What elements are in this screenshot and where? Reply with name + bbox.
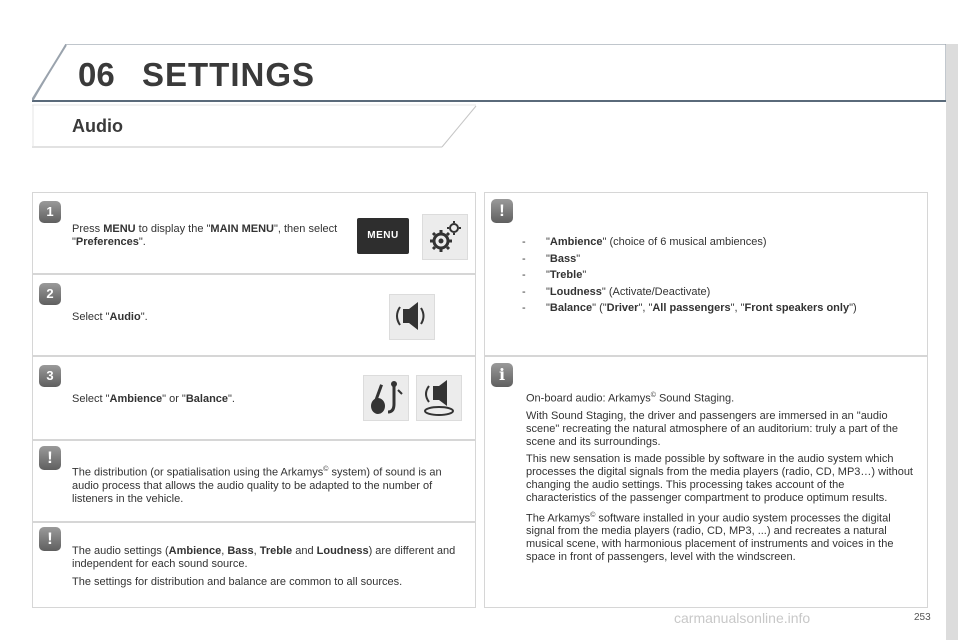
warning-icon: ! <box>491 199 513 223</box>
step-2-badge: 2 <box>39 283 61 305</box>
option-bass: - "Bass" <box>522 252 581 265</box>
note-settings-para-1: The audio settings (Ambience, Bass, Treble and Loudness) are different and independent for each sound source. <box>72 545 456 570</box>
watermark: carmanualsonline.info <box>674 610 811 626</box>
page-number: 253 <box>914 612 931 623</box>
options-list <box>522 234 857 317</box>
page-edge-bar <box>946 44 958 640</box>
audio-tile[interactable] <box>389 294 435 340</box>
warning-icon: ! <box>39 527 61 551</box>
instruments-icon <box>364 376 408 420</box>
gears-icon <box>423 215 467 259</box>
preferences-tile[interactable] <box>422 214 468 260</box>
note-distribution-text: The distribution (or spatialisation using the Arkamys© system) of sound is an audio process that allows the audio quality to be adapted to the number of listeners in the vehicle. <box>72 466 442 505</box>
note-settings-para-2: The settings for distribution and balance are common to all sources. <box>72 576 403 588</box>
info-icon: i <box>491 363 513 387</box>
info-para-2: With Sound Staging, the driver and passengers are immersed in an "audio scene" recreating the natural atmosphere of an auditorium: truly a part of the scene and its surroundings. <box>526 409 899 448</box>
step-2-text: Select "Audio". <box>72 311 148 323</box>
note-settings-text <box>72 545 462 589</box>
info-para-3: This new sensation is made possible by software in the audio system which processes the digital signals from the media players (radio, CD, MP3…) without changing the audio settings. This processing takes account of the characteristics of the passenger compartment to produce optimum results. <box>526 452 913 504</box>
balance-icon <box>417 376 461 420</box>
option-loudness: - "Loudness" (Activate/Deactivate) <box>522 285 711 298</box>
step-3-badge: 3 <box>39 365 61 387</box>
balance-tile[interactable] <box>416 375 462 421</box>
info-text <box>526 389 914 564</box>
speaker-icon <box>390 295 434 339</box>
info-para-4: The Arkamys© software installed in your audio system processes the digital signal from the media players (radio, CD, MP3, ...) and recreates a natural musical scene, with harmonious placement of instruments and voices in the space in front of passengers, level with the windscreen. <box>526 511 894 564</box>
step-1-text: Press MENU to display the "MAIN MENU", then select "Preferences". <box>72 223 338 248</box>
step-3-text: Select "Ambience" or "Balance". <box>72 393 235 405</box>
warning-icon: ! <box>39 446 61 470</box>
option-ambience: - "Ambience" (choice of 6 musical ambiences) <box>522 236 767 248</box>
menu-button[interactable]: MENU <box>357 218 409 254</box>
info-para-1: On-board audio: Arkamys© Sound Staging. <box>526 392 735 405</box>
chapter-number: 06 <box>78 56 115 93</box>
chapter-title: SETTINGS <box>142 56 316 93</box>
option-balance: - "Balance" ("Driver", "All passengers", "Front speakers only") <box>522 302 857 315</box>
step-1-badge: 1 <box>39 201 61 223</box>
option-treble: - "Treble" <box>522 269 587 282</box>
ambience-tile[interactable] <box>363 375 409 421</box>
section-title: Audio <box>72 116 123 136</box>
